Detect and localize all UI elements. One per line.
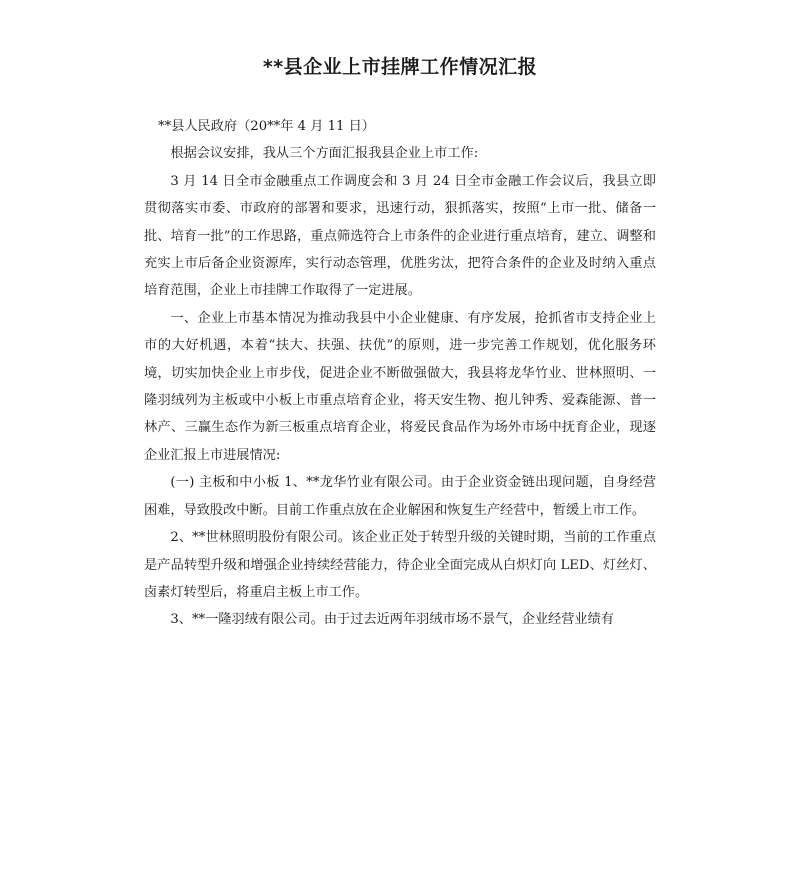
paragraph: 2、**世林照明股份有限公司。该企业正处于转型升级的关键时期，当前的工作重点是产品转型升级和增强企业持续经营能力，待企业全面完成从白炽灯向 LED、灯丝灯、卤素灯转型后，将重启主板上市工作。 <box>144 530 656 600</box>
paragraph: 3、**一隆羽绒有限公司。由于过去近两年羽绒市场不景气，企业经营业绩有 <box>170 612 614 628</box>
paragraph: 一、企业上市基本情况为推动我县中小企业健康、有序发展，抢抓省市支持企业上市的大好机遇，本着“扶大、扶强、扶优”的原则，进一步完善工作规划，优化服务环境，切实加快企业上市步伐，促进企业不断做强做大，我县将龙华竹业、世林照明、一隆羽绒列为主板或中小板上市重点培育企业，将天安生物、抱儿钟秀、爱森能源、普一林产、三赢生态作为新三板重点培育企业，将爱民食品作为场外市场中抚育企业，现逐企业汇报上市进展情况: <box>144 310 656 463</box>
paragraph: 根据会议安排，我从三个方面汇报我县企业上市工作: <box>170 146 479 162</box>
document-title: **县企业上市挂牌工作情况汇报 <box>262 56 538 78</box>
document-body <box>144 113 656 634</box>
paragraph: (一) 主板和中小板 1、**龙华竹业有限公司。由于企业资金链出现问题，自身经营困难，导致股改中断。目前工作重点放在企业解困和恢复生产经营中，暂缓上市工作。 <box>144 475 656 518</box>
paragraph: 3 月 14 日全市金融重点工作调度会和 3 月 24 日全市金融工作会议后，我县立即贯彻落实市委、市政府的部署和要求，迅速行动，狠抓落实，按照“上市一批、储备一批、培育一批”的工作思路，重点筛选符合上市条件的企业进行重点培育，建立、调整和充实上市后备企业资源库，实行动态管理，优胜劣汰，把符合条件的企业及时纳入重点培育范围，企业上市挂牌工作取得了一定进展。 <box>144 173 656 299</box>
author-line: **县人民政府（20**年 4 月 11 日） <box>158 119 375 134</box>
